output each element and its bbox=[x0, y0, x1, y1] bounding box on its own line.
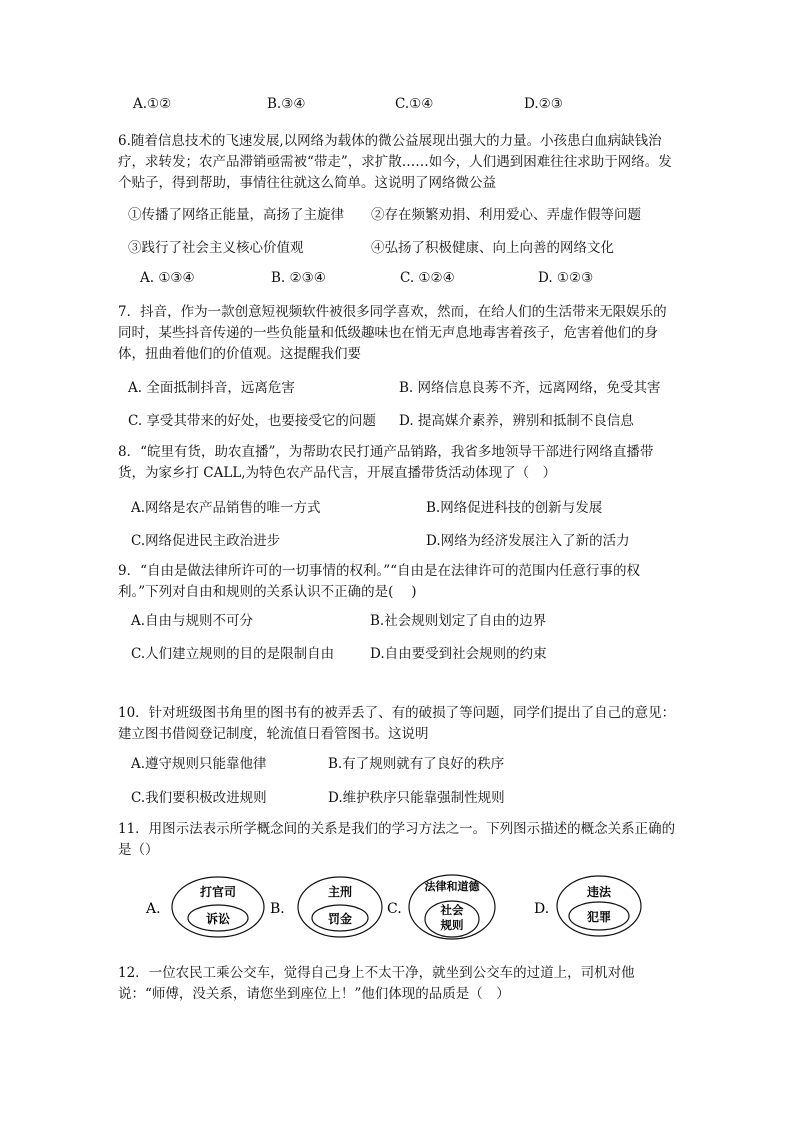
q7-stem: 7．抖音，作为一款创意短视频软件被很多同学喜欢，然而，在给人们的生活带来无限娱乐的同时，某些抖音传递的一些负能量和低级趣味也在悄无声息地毒害着孩子，危害着他们的身体，扭曲着他们的价值观。这提醒我们要 bbox=[118, 304, 667, 362]
q11-diagram-b-letter: B. bbox=[270, 901, 285, 917]
q5-option-c: C.①④ bbox=[395, 96, 434, 112]
q11-diagram-b-inner-label: 罚金 bbox=[327, 912, 353, 926]
q6-item-2: ②存在频繁劝捐、利用爱心、弄虚作假等问题 bbox=[371, 207, 641, 223]
q7-option-c: C. 享受其带来的好处，也要接受它的问题 bbox=[128, 413, 376, 429]
q6-option-c: C. ①②④ bbox=[400, 270, 455, 286]
q11-diagram-a-letter: A. bbox=[146, 901, 161, 917]
q8-stem: 8．“皖里有货，助农直播”，为帮助农民打通产品销路，我省多地领导干部进行网络直播带货，为家乡打 CALL,为特色农产品代言，开展直播带货活动体现了（ ） bbox=[118, 444, 654, 481]
q11-diagram-d-outer-label: 违法 bbox=[586, 885, 612, 899]
q11-diagram-d-inner-label: 犯罪 bbox=[586, 910, 612, 924]
q8-option-b: B.网络促进科技的创新与发展 bbox=[426, 500, 603, 516]
q8-option-d: D.网络为经济发展注入了新的活力 bbox=[426, 533, 630, 549]
q10-option-b: B.有了规则就有了良好的秩序 bbox=[328, 756, 505, 772]
q10-option-a: A.遵守规则只能靠他律 bbox=[131, 756, 267, 772]
q9-option-a: A.自由与规则不可分 bbox=[131, 613, 254, 629]
q9-stem: 9．“自由是做法律所许可的一切事情的权利。”“自由是在法律许可的范围内任意行事的权利。”下列对自由和规则的关系认识不正确的是( ) bbox=[118, 563, 641, 600]
q11-diagrams bbox=[140, 870, 660, 946]
q7-option-b: B. 网络信息良莠不齐，远离网络，免受其害 bbox=[399, 380, 661, 396]
q10-option-d: D.维护秩序只能靠强制性规则 bbox=[328, 790, 505, 806]
q6-option-a: A. ①③④ bbox=[140, 270, 195, 286]
q6-option-d: D. ①②③ bbox=[538, 270, 594, 286]
q6-item-4: ④弘扬了积极健康、向上向善的网络文化 bbox=[371, 240, 614, 256]
q9-option-d: D.自由要受到社会规则的约束 bbox=[370, 646, 547, 662]
q6-item-1: ①传播了网络正能量，高扬了主旋律 bbox=[128, 207, 344, 223]
q8-option-c: C.网络促进民主政治进步 bbox=[131, 533, 281, 549]
q11-diagram-c-inner-label-2: 规则 bbox=[440, 918, 464, 932]
q5-option-d: D.②③ bbox=[524, 96, 563, 112]
q6-item-3: ③践行了社会主义核心价值观 bbox=[128, 240, 304, 256]
q5-option-b: B.③④ bbox=[267, 96, 306, 112]
q9-option-c: C.人们建立规则的目的是限制自由 bbox=[131, 646, 335, 662]
q5-option-a: A.①② bbox=[133, 96, 172, 112]
q11-diagram-c-letter: C. bbox=[387, 901, 402, 917]
q10-stem: 10．针对班级图书角里的图书有的被弄丢了、有的破损了等问题，同学们提出了自己的意见：建立图书借阅登记制度，轮流值日看管图书。这说明 bbox=[118, 705, 676, 742]
q12-stem: 12．一位农民工乘公交车，觉得自己身上不太干净，就坐到公交车的过道上，司机对他说：“师傅，没关系，请您坐到座位上！”他们体现的品质是（ ） bbox=[118, 965, 635, 1002]
q11-diagram-a-inner-label: 诉讼 bbox=[205, 912, 231, 926]
q6-stem: 6.随着信息技术的飞速发展,以网络为载体的微公益展现出强大的力量。小孩患白血病缺钱治疗，求转发；农产品滞销亟需被“带走”，求扩散……如今，人们遇到困难往往求助于网络。发个贴子，得到帮助，事情往往就这么简单。这说明了网络微公益 bbox=[118, 133, 672, 191]
q11-diagram-a-outer-label: 打官司 bbox=[199, 885, 237, 899]
q8-option-a: A.网络是农产品销售的唯一方式 bbox=[131, 500, 321, 516]
q7-option-a: A. 全面抵制抖音，远离危害 bbox=[128, 380, 295, 396]
q9-option-b: B.社会规则划定了自由的边界 bbox=[370, 613, 547, 629]
q11-diagram-c-outer-label: 法律和道德 bbox=[424, 880, 480, 893]
q11-diagram-d-letter: D. bbox=[534, 901, 550, 917]
q6-option-b: B. ②③④ bbox=[271, 270, 326, 286]
q7-option-d: D. 提高媒介素养，辨别和抵制不良信息 bbox=[399, 413, 634, 429]
q10-option-c: C.我们要积极改进规则 bbox=[131, 790, 267, 806]
q11-diagram-b-outer-label: 主刑 bbox=[327, 885, 353, 899]
q11-diagram-c-inner-label-1: 社会 bbox=[440, 903, 464, 917]
q11-stem: 11．用图示法表示所学概念间的关系是我们的学习方法之一。下列图示描述的概念关系正确的是（） bbox=[118, 821, 676, 858]
